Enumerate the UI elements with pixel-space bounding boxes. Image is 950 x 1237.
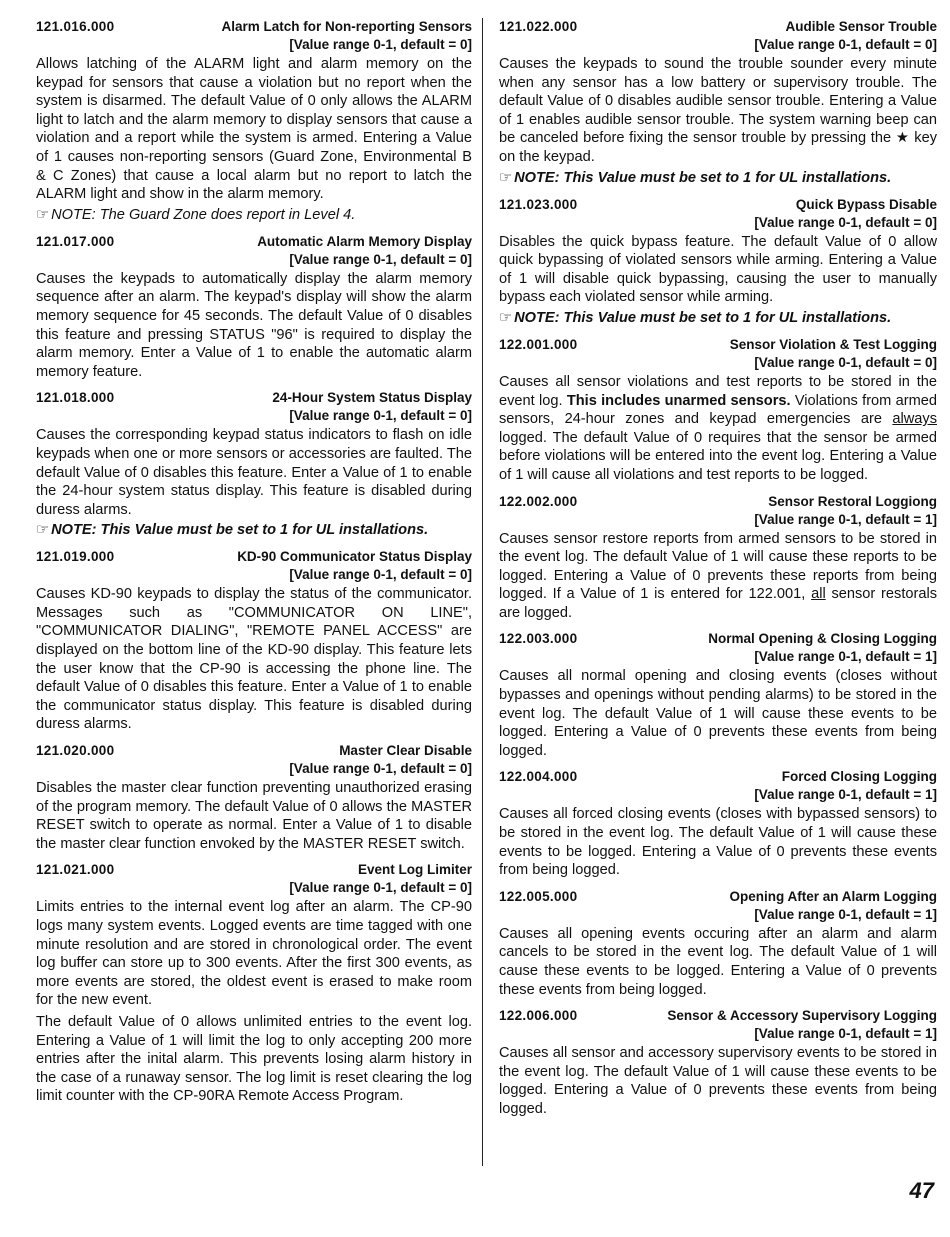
entry-122-004 xyxy=(499,768,937,879)
entry-121-016 xyxy=(36,18,472,225)
entry-number: 122.005.000 xyxy=(499,888,578,904)
entry-body: Disables the master clear function preventing unauthorized erasing of the program memory. The default Value of 0 allows the MASTER RESET switch to operate as normal. Enter a Value of 1 to disable the master clear function envoked by the MASTER RESET switch. xyxy=(36,780,472,852)
entry-121-021 xyxy=(36,861,472,1106)
entry-title: Sensor Violation & Test Logging xyxy=(729,336,937,352)
entry-title: Quick Bypass Disable xyxy=(795,196,937,212)
entry-range: [Value range 0-1, default = 0] xyxy=(754,214,937,230)
entry-121-023 xyxy=(499,196,937,328)
entry-range: [Value range 0-1, default = 1] xyxy=(754,787,937,803)
entry-title: Opening After an Alarm Logging xyxy=(729,888,937,904)
entry-range: [Value range 0-1, default = 1] xyxy=(754,1026,937,1042)
star-key-icon: ★ xyxy=(895,130,910,147)
entry-title: KD-90 Communicator Status Display xyxy=(237,549,472,565)
entry-122-002 xyxy=(499,493,937,623)
pointing-hand-icon: ☞ xyxy=(499,169,513,186)
entry-121-022 xyxy=(499,18,937,188)
entry-body: Disables the quick bypass feature. The default Value of 0 allow quick bypassing of violated sensors while arming. Entering a Value of 1 will disable quick bypassing, causing the user to manually bypass each violated sensor while arming. xyxy=(499,233,937,306)
entry-range: [Value range 0-1, default = 1] xyxy=(754,649,937,665)
pointing-hand-icon: ☞ xyxy=(499,309,513,326)
entry-range: [Value range 0-1, default = 1] xyxy=(754,511,937,527)
entry-title: Master Clear Disable xyxy=(339,743,472,759)
entry-range: [Value range 0-1, default = 0] xyxy=(289,251,472,267)
entry-body: Causes all sensor violations and test reports to be stored in the event log. This includes unarmed sensors. Violations from armed sensors, 24-hour zones and keypad emergencies are always logged. The default Value of 0 requires that the sensor be armed before violations will be entered into the event log. Entering a Value of 1 will cause all violations and test reports to be logged. xyxy=(499,373,937,483)
entry-121-019 xyxy=(36,548,472,734)
entry-body-continued: The default Value of 0 allows unlimited entries to the event log. Entering a Value of 1 will limit the log to only accepting 200 more entries after the inital alarm. This prevents losing alarm history in the case of a runaway sensor. The log limit is reset clearing the log limit counter with the CP-90RA Remote Access Program. xyxy=(36,1013,472,1105)
pointing-hand-icon: ☞ xyxy=(36,206,50,223)
entry-122-006 xyxy=(499,1007,937,1118)
entry-body: Causes the keypads to sound the trouble sounder every minute when any sensor has a low battery or supervisory trouble. The default Value of 0 disables audible sensor trouble. Entering a Value of 1 enables audible sensor trouble. The system warning beep can be canceled before fixing the sensor trouble by pressing the ★ key on the keypad. xyxy=(499,56,937,165)
entry-number: 121.023.000 xyxy=(499,196,578,212)
entry-body: Causes the keypads to automatically display the alarm memory sequence after an alarm. The keypad's display will show the alarm memory sequence for 45 seconds. The default Value of 0 disables this feature and pressing STATUS "96" is required to display the alarm memory. Enter a Value of 1 to enable the automatic alarm memory feature. xyxy=(36,270,472,380)
entry-number: 122.002.000 xyxy=(499,493,578,509)
entry-number: 121.019.000 xyxy=(36,549,115,565)
entry-number: 122.003.000 xyxy=(499,631,578,647)
entry-note: ☞ NOTE: This Value must be set to 1 for UL installations. xyxy=(499,169,892,186)
entry-title: 24-Hour System Status Display xyxy=(272,390,472,406)
entry-122-001 xyxy=(499,336,937,485)
entry-range: [Value range 0-1, default = 0] xyxy=(289,567,472,583)
entry-number: 121.018.000 xyxy=(36,390,115,406)
entry-121-018 xyxy=(36,389,472,540)
entry-title: Audible Sensor Trouble xyxy=(785,19,937,34)
entry-body: Allows latching of the ALARM light and alarm memory on the keypad for sensors that cause a violation but no report when the system is disarmed. The default Value of 0 only allows the ALARM light to latch and the alarm memory to display sensors that cause a violation and a report while the system is armed. Entering a Value of 1 causes non-reporting sensors (Guard Zone, Environmental B & C Zones) that cause a local alarm but no report to latch the ALARM light and show in the alarm memory. xyxy=(36,56,472,203)
entry-range: [Value range 0-1, default = 0] xyxy=(289,761,472,777)
entry-range: [Value range 0-1, default = 0] xyxy=(754,37,937,52)
entry-121-017 xyxy=(36,233,472,382)
entry-title: Event Log Limiter xyxy=(357,862,472,878)
entry-body: Causes all forced closing events (closes with bypassed sensors) to be stored in the event log. The default Value of 1 will cause these events to be logged. Entering a Value of 0 prevents these events from being logged. xyxy=(499,806,937,879)
entry-title: Normal Opening & Closing Logging xyxy=(708,631,937,647)
entry-body: Causes the corresponding keypad status indicators to flash on idle keypads when one or more sensors or accessories are faulted. The default Value of 0 disables this feature. Enter a Value of 1 to enable the 24-hour system status display. This feature is disabled during duress alarms. xyxy=(36,427,472,518)
entry-note: ☞ NOTE: The Guard Zone does report in Level 4. xyxy=(36,206,356,223)
entry-body: Causes all normal opening and closing events (closes without bypasses and openings without pending alarms) to be stored in the event log. The default Value of 1 will cause these events to be logged. Entering a Value of 0 prevents these events from being logged. xyxy=(499,668,937,759)
entry-body: Causes sensor restore reports from armed sensors to be stored in the event log. The default Value of 1 will cause these reports to be logged. Entering a Value of 0 prevents these reports from being logged. If a Value of 1 is entered for 122.001, all sensor restorals are logged. xyxy=(499,530,937,621)
entry-body: Causes all opening events occuring after an alarm and alarm cancels to be stored in the event log. The default Value of 1 will cause these events to be logged. Entering a Value of 0 prevents these events from being logged. xyxy=(499,925,937,998)
entry-number: 122.001.000 xyxy=(499,336,578,352)
entry-title: Alarm Latch for Non-reporting Sensors xyxy=(221,19,472,34)
entry-range: [Value range 0-1, default = 0] xyxy=(289,880,472,896)
entry-note: ☞ NOTE: This Value must be set to 1 for UL installations. xyxy=(36,522,429,539)
column-divider xyxy=(482,18,483,1166)
entry-range: [Value range 0-1, default = 0] xyxy=(289,408,472,424)
entry-range: [Value range 0-1, default = 0] xyxy=(754,354,937,370)
entry-range: [Value range 0-1, default = 0] xyxy=(289,37,472,52)
entry-body: Limits entries to the internal event log after an alarm. The CP-90 logs many system events. Logged events are time tagged with one minute resolution and are stored in chronological order. The event log buffer can store up to 300 events. After the first 300 events, as more events are stored, the oldest event is erased to make room for the new event. xyxy=(36,899,472,1009)
entry-121-020 xyxy=(36,742,472,853)
entry-122-005 xyxy=(499,888,937,999)
entry-body: Causes KD-90 keypads to display the status of the communicator. Messages such as "COMMUNICATOR ON LINE", "COMMUNICATOR DIALING", "REMOTE PANEL ACCESS" are displayed on the bottom line of the KD-90 display. This feature lets the user know that the CP-90 is accessing the phone line. The default Value of 0 disables this feature. Enter a Value of 1 to enable the communicator status display. This feature is disabled during duress alarms. xyxy=(36,586,472,733)
entry-title: Sensor & Accessory Supervisory Logging xyxy=(667,1008,937,1024)
entry-title: Automatic Alarm Memory Display xyxy=(257,233,472,249)
entry-range: [Value range 0-1, default = 1] xyxy=(754,906,937,922)
entry-title: Forced Closing Logging xyxy=(781,769,937,785)
entry-number: 121.017.000 xyxy=(36,233,115,249)
pointing-hand-icon: ☞ xyxy=(36,522,50,539)
entry-number: 122.006.000 xyxy=(499,1008,578,1024)
entry-number: 121.020.000 xyxy=(36,743,115,759)
entry-body: Causes all sensor and accessory supervisory events to be stored in the event log. The default Value of 1 will cause these events to be logged. Entering a Value of 0 prevents these events from being logged. xyxy=(499,1045,937,1117)
entry-number: 121.021.000 xyxy=(36,862,115,878)
left-column xyxy=(36,18,472,1114)
entry-note: ☞ NOTE: This Value must be set to 1 for UL installations. xyxy=(499,309,892,326)
entry-number: 121.016.000 xyxy=(36,19,115,34)
right-column xyxy=(499,18,937,1127)
entry-number: 122.004.000 xyxy=(499,769,578,785)
entry-122-003 xyxy=(499,630,937,760)
page-number: 47 xyxy=(909,1178,934,1203)
entry-number: 121.022.000 xyxy=(499,19,578,34)
entry-title: Sensor Restoral Loggiong xyxy=(768,493,937,509)
